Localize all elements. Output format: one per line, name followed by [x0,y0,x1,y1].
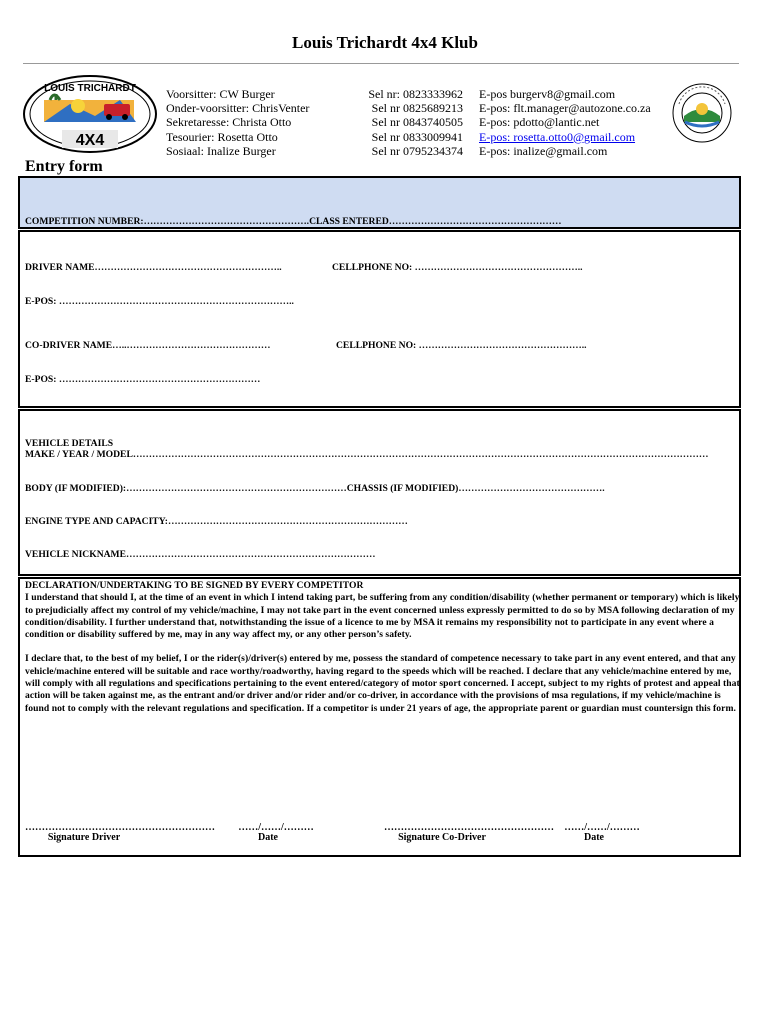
role-chair: Voorsitter: CW Burger [166,87,275,101]
declaration-paragraph-1: I understand that should I, at the time of an event in which I intend taking part, be suffering from any condition/disability (whether permanent or temporary) which is likely to prejudicially affect my control of my vehicle/machine, I may not take part in the event concerned unless expressly permitted to do so by MSA following declaration of my condition/disability. I further understand that, notwithstanding the issue of a licence to me by MSA it remains my responsibility not to participate in any event where a condition or disability suffered by me, may in any way affect my, or any other person’s safety. [25,592,740,641]
date-codriver-line[interactable]: ……/……/……… [564,822,640,833]
driver-name-field[interactable]: DRIVER NAME………………………………………………….. [25,262,282,273]
date-driver-line[interactable]: ……/……/……… [238,822,314,833]
competition-field[interactable]: COMPETITION NUMBER:…………………………………………….CLASS ENTERED……………………………………………… [25,216,562,227]
header-divider [23,63,739,64]
committee-emails [479,87,651,158]
phone-secretary: Sel nr 0843740505 [371,115,463,130]
make-model-field[interactable]: MAKE / YEAR / MODEL……………………………………………………………………………………………………………………………………………………………… [25,449,709,460]
engine-field[interactable]: ENGINE TYPE AND CAPACITY:………………………………………………………………… [25,516,408,527]
email-treasurer-link[interactable]: E-pos: rosetta.otto0@gmail.com [479,129,636,144]
codriver-email-field[interactable]: E-POS: ……………………………………………………… [25,374,261,385]
date-driver-label: Date [258,832,278,843]
role-treasurer: Tesourier: Rosetta Otto [166,129,278,144]
form-heading: Entry form [25,158,103,175]
email-secretary: E-pos: pdotto@lantic.net [479,115,600,130]
club-logo [20,70,164,160]
driver-cellphone-field[interactable]: CELLPHONE NO: …………………………………………….. [332,262,583,273]
role-social: Sosiaal: Inalize Burger [166,143,276,158]
phone-vice-chair: Sel nr 0825689213 [371,101,463,116]
email-vice-chair: E-pos: flt.manager@autozone.co.za [479,101,651,116]
signature-driver-label: Signature Driver [47,832,121,843]
phone-chair: Sel nr: 0823333962 [368,87,463,101]
committee-phones [356,87,463,158]
logo-bottom-text: 4X4 [75,132,105,149]
seal-logo [671,82,733,144]
codriver-cellphone-field[interactable]: CELLPHONE NO: …………………………………………….. [336,340,587,351]
signature-driver-line[interactable]: ………………………………………………… [25,822,215,833]
declaration-text [25,580,740,715]
signature-codriver-label: Signature Co-Driver [398,832,486,843]
driver-email-field[interactable]: E-POS: ……………………………………………………………….. [25,296,294,307]
phone-social: Sel nr 0795234374 [371,143,463,158]
signature-codriver-line[interactable]: …………………………………………… [384,822,554,833]
declaration-heading: DECLARATION/UNDERTAKING TO BE SIGNED BY EVERY COMPETITOR [25,580,364,591]
page-title: Louis Trichardt 4x4 Klub [292,33,478,52]
phone-treasurer: Sel nr 0833009941 [371,129,463,144]
declaration-paragraph-2: I declare that, to the best of my belief, I or the rider(s)/driver(s) entered by me, possess the standard of competence necessary to take part in any event entered, and that any vehicle/machine entered will be suitable and race worthy/roadworthy, having regard to the speeds which will be reached. I declare that any vehicle/machine entered by me, will comply with all regulations and specifications pertaining to the event entered/category of motor sport concerned. I accept, subject to my rights of protest and appeal that action will be taken against me, as the entrant and/or driver and/or rider and/or co-driver, in accordance with the provisions of msa regulations, if my vehicle/machine is found not to comply with the relevant regulations and specification. If a competitor is under 21 years of age, the appropriate parent or guardian must countersign this form. [25,653,740,714]
date-codriver-label: Date [584,832,604,843]
nickname-field[interactable]: VEHICLE NICKNAME…………………………………………………………………… [25,549,376,560]
role-vice-chair: Onder-voorsitter: ChrisVenter [166,101,310,116]
email-social: E-pos: inalize@gmail.com [479,143,608,158]
email-chair: E-pos burgerv8@gmail.com [479,87,616,101]
role-secretary: Sekretaresse: Christa Otto [166,115,292,130]
codriver-name-field[interactable]: CO-DRIVER NAME…..……………………………………… [25,340,271,351]
body-chassis-field[interactable]: BODY (IF MODIFIED):……………………………………………………………CHASSIS (IF MODIFIED)………………………………………. [25,483,605,494]
vehicle-heading: VEHICLE DETAILS [25,438,114,449]
committee-roles [166,87,309,158]
logo-top-text: LOUIS TRICHARDT [44,83,136,94]
